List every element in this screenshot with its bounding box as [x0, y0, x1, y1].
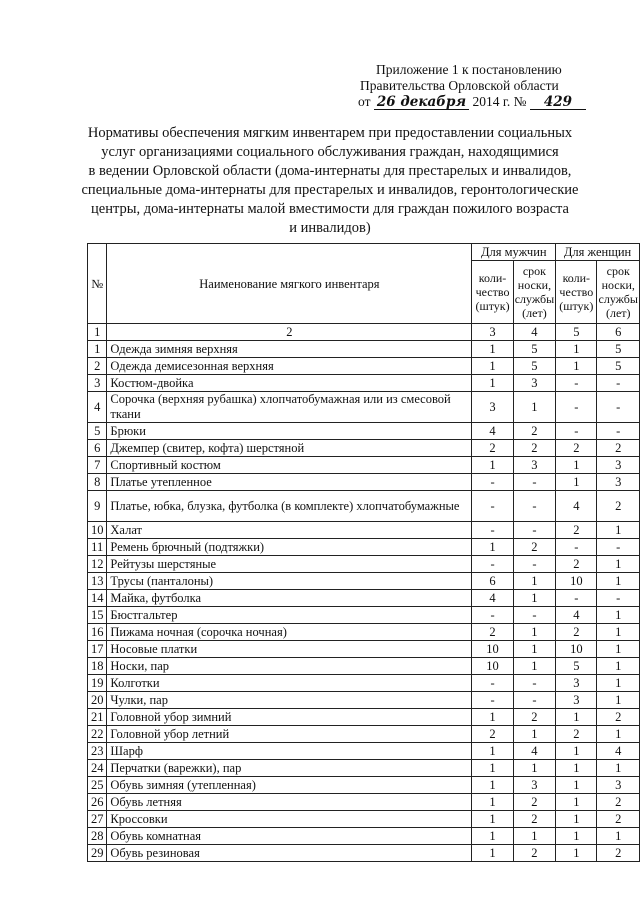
men-term: 1 — [513, 624, 555, 641]
women-quantity: - — [556, 423, 597, 440]
women-term: 1 — [597, 607, 640, 624]
row-number: 16 — [88, 624, 107, 641]
women-term: 1 — [597, 692, 640, 709]
women-term: 1 — [597, 726, 640, 743]
women-quantity: 1 — [556, 760, 597, 777]
item-name: Обувь зимняя (утепленная) — [107, 777, 472, 794]
handwritten-number: 429 — [530, 95, 586, 110]
men-term: 1 — [513, 726, 555, 743]
table-row — [88, 692, 640, 709]
women-quantity: 1 — [556, 709, 597, 726]
item-name: Платье утепленное — [107, 474, 472, 491]
men-term: 1 — [513, 573, 555, 590]
men-quantity: 10 — [472, 658, 513, 675]
row-number: 23 — [88, 743, 107, 760]
women-term: 3 — [597, 457, 640, 474]
women-term: 1 — [597, 556, 640, 573]
row-number: 25 — [88, 777, 107, 794]
appendix-header — [358, 62, 608, 110]
column-number-row — [88, 324, 640, 341]
men-term: 5 — [513, 341, 555, 358]
row-number: 1 — [88, 341, 107, 358]
men-quantity: 2 — [472, 624, 513, 641]
column-number: 3 — [472, 324, 513, 341]
men-term: - — [513, 522, 555, 539]
table-row — [88, 590, 640, 607]
document-title — [70, 124, 590, 238]
table-row — [88, 811, 640, 828]
item-name: Кроссовки — [107, 811, 472, 828]
men-quantity: 1 — [472, 358, 513, 375]
row-number: 20 — [88, 692, 107, 709]
men-quantity: 1 — [472, 743, 513, 760]
appendix-line-2: Правительства Орловской области — [360, 78, 559, 93]
women-term: 1 — [597, 573, 640, 590]
row-number: 11 — [88, 539, 107, 556]
header-number: № — [88, 244, 107, 324]
table-row — [88, 607, 640, 624]
row-number: 24 — [88, 760, 107, 777]
handwritten-date: 26 декабря — [374, 95, 469, 110]
item-name: Сорочка (верхняя рубашка) хлопчатобумажная или из смесовой ткани — [107, 392, 472, 423]
title-line: центры, дома-интернаты малой вместимости для граждан пожилого возраста — [91, 201, 569, 217]
men-term: 2 — [513, 423, 555, 440]
item-name: Чулки, пар — [107, 692, 472, 709]
item-name: Брюки — [107, 423, 472, 440]
women-term: 1 — [597, 522, 640, 539]
men-quantity: 2 — [472, 726, 513, 743]
men-quantity: 4 — [472, 423, 513, 440]
men-term: 1 — [513, 590, 555, 607]
women-term: 1 — [597, 624, 640, 641]
men-quantity: 1 — [472, 375, 513, 392]
men-quantity: 1 — [472, 794, 513, 811]
men-quantity: 10 — [472, 641, 513, 658]
men-term: 1 — [513, 760, 555, 777]
row-number: 7 — [88, 457, 107, 474]
women-term: 1 — [597, 828, 640, 845]
row-number: 3 — [88, 375, 107, 392]
women-term: 2 — [597, 845, 640, 862]
item-name: Ремень брючный (подтяжки) — [107, 539, 472, 556]
table-row — [88, 675, 640, 692]
title-line: в ведении Орловской области (дома-интернаты для престарелых и инвалидов, — [88, 163, 572, 179]
table-row — [88, 641, 640, 658]
men-term: - — [513, 692, 555, 709]
women-term: 3 — [597, 474, 640, 491]
header-men-qty: коли-чество (штук) — [472, 261, 513, 324]
women-term: 1 — [597, 641, 640, 658]
men-quantity: 1 — [472, 811, 513, 828]
table-row — [88, 375, 640, 392]
women-term: 2 — [597, 794, 640, 811]
men-quantity: - — [472, 692, 513, 709]
title-line: и инвалидов) — [289, 220, 371, 236]
men-quantity: - — [472, 491, 513, 522]
title-line: Нормативы обеспечения мягким инвентарем при предоставлении социальных — [87, 125, 573, 141]
item-name: Одежда демисезонная верхняя — [107, 358, 472, 375]
men-term: 3 — [513, 457, 555, 474]
women-term: - — [597, 539, 640, 556]
table-row — [88, 457, 640, 474]
row-number: 13 — [88, 573, 107, 590]
women-term: 2 — [597, 440, 640, 457]
women-term: - — [597, 423, 640, 440]
header-men: Для мужчин — [472, 244, 556, 261]
item-name: Халат — [107, 522, 472, 539]
women-term: - — [597, 392, 640, 423]
women-term: 2 — [597, 491, 640, 522]
women-quantity: 2 — [556, 726, 597, 743]
table-row — [88, 341, 640, 358]
men-term: - — [513, 491, 555, 522]
title-line: специальные дома-интернаты для престарелых и инвалидов, геронтологические — [81, 182, 579, 198]
row-number: 26 — [88, 794, 107, 811]
table-row — [88, 794, 640, 811]
women-quantity: - — [556, 392, 597, 423]
men-term: - — [513, 556, 555, 573]
row-number: 28 — [88, 828, 107, 845]
item-name: Бюстгальтер — [107, 607, 472, 624]
table-row — [88, 624, 640, 641]
table-row — [88, 573, 640, 590]
women-quantity: 2 — [556, 624, 597, 641]
column-number: 5 — [556, 324, 597, 341]
women-term: 3 — [597, 777, 640, 794]
women-term: 5 — [597, 341, 640, 358]
men-quantity: - — [472, 607, 513, 624]
item-name: Головной убор зимний — [107, 709, 472, 726]
men-term: 2 — [513, 539, 555, 556]
men-quantity: 1 — [472, 341, 513, 358]
women-quantity: 1 — [556, 794, 597, 811]
women-term: 4 — [597, 743, 640, 760]
appendix-date-line — [358, 94, 608, 110]
table-row — [88, 440, 640, 457]
women-quantity: 2 — [556, 522, 597, 539]
women-quantity: - — [556, 539, 597, 556]
appendix-line-1: Приложение 1 к постановлению — [376, 62, 562, 77]
header-women-qty: коли-чество (штук) — [556, 261, 597, 324]
women-quantity: 1 — [556, 743, 597, 760]
inventory-norms-table — [87, 243, 640, 862]
men-term: 2 — [513, 709, 555, 726]
appendix-year: 2014 г. — [472, 94, 511, 109]
men-quantity: 1 — [472, 760, 513, 777]
women-quantity: 2 — [556, 556, 597, 573]
row-number: 5 — [88, 423, 107, 440]
men-term: 5 — [513, 358, 555, 375]
row-number: 14 — [88, 590, 107, 607]
row-number: 29 — [88, 845, 107, 862]
men-quantity: 1 — [472, 457, 513, 474]
item-name: Обувь летняя — [107, 794, 472, 811]
row-number: 27 — [88, 811, 107, 828]
women-quantity: 1 — [556, 457, 597, 474]
men-term: 4 — [513, 743, 555, 760]
men-term: 1 — [513, 392, 555, 423]
row-number: 10 — [88, 522, 107, 539]
men-quantity: 6 — [472, 573, 513, 590]
header-women-term: срок носки, службы (лет) — [597, 261, 640, 324]
men-quantity: - — [472, 522, 513, 539]
item-name: Платье, юбка, блузка, футболка (в комплекте) хлопчатобумажные — [107, 491, 472, 522]
table-row — [88, 760, 640, 777]
women-term: - — [597, 375, 640, 392]
men-quantity: 1 — [472, 845, 513, 862]
table-row — [88, 392, 640, 423]
men-quantity: - — [472, 556, 513, 573]
men-term: 2 — [513, 811, 555, 828]
header-name: Наименование мягкого инвентаря — [107, 244, 472, 324]
men-quantity: 2 — [472, 440, 513, 457]
row-number: 18 — [88, 658, 107, 675]
women-quantity: 3 — [556, 675, 597, 692]
table-row — [88, 726, 640, 743]
women-quantity: 1 — [556, 777, 597, 794]
row-number: 8 — [88, 474, 107, 491]
column-number: 4 — [513, 324, 555, 341]
women-term: 1 — [597, 760, 640, 777]
row-number: 2 — [88, 358, 107, 375]
women-quantity: 10 — [556, 573, 597, 590]
men-quantity: 1 — [472, 709, 513, 726]
row-number: 21 — [88, 709, 107, 726]
item-name: Носовые платки — [107, 641, 472, 658]
table-row — [88, 491, 640, 522]
header-women: Для женщин — [556, 244, 640, 261]
table-row — [88, 658, 640, 675]
row-number: 22 — [88, 726, 107, 743]
women-quantity: 4 — [556, 491, 597, 522]
row-number: 15 — [88, 607, 107, 624]
item-name: Рейтузы шерстяные — [107, 556, 472, 573]
column-number: 1 — [88, 324, 107, 341]
women-quantity: 5 — [556, 658, 597, 675]
table-row — [88, 539, 640, 556]
women-term: 5 — [597, 358, 640, 375]
item-name: Майка, футболка — [107, 590, 472, 607]
item-name: Колготки — [107, 675, 472, 692]
men-term: 1 — [513, 828, 555, 845]
table-row — [88, 556, 640, 573]
men-quantity: 1 — [472, 539, 513, 556]
table-row — [88, 777, 640, 794]
row-number: 12 — [88, 556, 107, 573]
women-quantity: - — [556, 590, 597, 607]
men-quantity: 1 — [472, 828, 513, 845]
women-quantity: 1 — [556, 811, 597, 828]
appendix-number-sign: № — [513, 94, 527, 109]
women-quantity: 2 — [556, 440, 597, 457]
men-term: 2 — [513, 794, 555, 811]
title-line: услуг организациями социального обслуживания граждан, находящимися — [101, 144, 559, 160]
table-row — [88, 709, 640, 726]
table-row — [88, 358, 640, 375]
women-term: 2 — [597, 811, 640, 828]
men-term: - — [513, 675, 555, 692]
men-term: 3 — [513, 375, 555, 392]
men-term: - — [513, 607, 555, 624]
men-term: 3 — [513, 777, 555, 794]
men-term: 1 — [513, 658, 555, 675]
table-row — [88, 423, 640, 440]
table-row — [88, 828, 640, 845]
women-quantity: 10 — [556, 641, 597, 658]
men-quantity: 4 — [472, 590, 513, 607]
row-number: 17 — [88, 641, 107, 658]
men-quantity: 3 — [472, 392, 513, 423]
item-name: Головной убор летний — [107, 726, 472, 743]
women-term: 1 — [597, 658, 640, 675]
women-quantity: 3 — [556, 692, 597, 709]
women-quantity: 1 — [556, 341, 597, 358]
item-name: Обувь резиновая — [107, 845, 472, 862]
item-name: Пижама ночная (сорочка ночная) — [107, 624, 472, 641]
row-number: 19 — [88, 675, 107, 692]
table-row — [88, 474, 640, 491]
item-name: Трусы (панталоны) — [107, 573, 472, 590]
men-quantity: - — [472, 474, 513, 491]
women-quantity: - — [556, 375, 597, 392]
item-name: Обувь комнатная — [107, 828, 472, 845]
row-number: 4 — [88, 392, 107, 423]
table-row — [88, 845, 640, 862]
table-row — [88, 522, 640, 539]
women-quantity: 1 — [556, 358, 597, 375]
women-term: 2 — [597, 709, 640, 726]
women-term: 1 — [597, 675, 640, 692]
men-term: 2 — [513, 440, 555, 457]
men-quantity: 1 — [472, 777, 513, 794]
men-term: - — [513, 474, 555, 491]
column-number: 2 — [107, 324, 472, 341]
item-name: Шарф — [107, 743, 472, 760]
item-name: Перчатки (варежки), пар — [107, 760, 472, 777]
men-term: 1 — [513, 641, 555, 658]
item-name: Костюм-двойка — [107, 375, 472, 392]
women-term: - — [597, 590, 640, 607]
column-number: 6 — [597, 324, 640, 341]
table-row — [88, 743, 640, 760]
women-quantity: 1 — [556, 828, 597, 845]
men-term: 2 — [513, 845, 555, 862]
row-number: 6 — [88, 440, 107, 457]
women-quantity: 1 — [556, 474, 597, 491]
women-quantity: 4 — [556, 607, 597, 624]
item-name: Спортивный костюм — [107, 457, 472, 474]
header-men-term: срок носки, службы (лет) — [513, 261, 555, 324]
row-number: 9 — [88, 491, 107, 522]
item-name: Джемпер (свитер, кофта) шерстяной — [107, 440, 472, 457]
women-quantity: 1 — [556, 845, 597, 862]
men-quantity: - — [472, 675, 513, 692]
item-name: Носки, пар — [107, 658, 472, 675]
appendix-from-label: от — [358, 94, 371, 109]
item-name: Одежда зимняя верхняя — [107, 341, 472, 358]
